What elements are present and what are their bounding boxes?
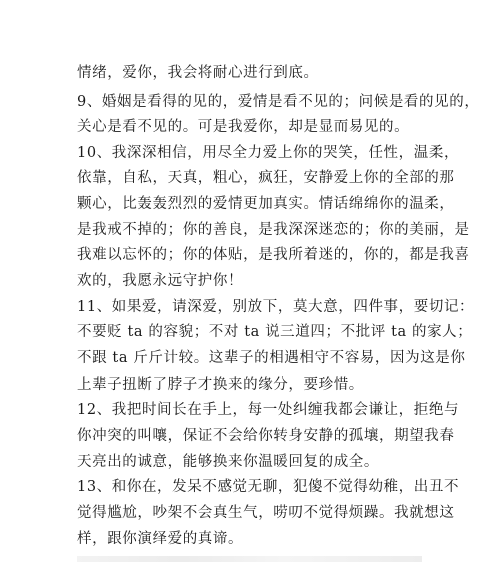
text-line: 不要贬 ta 的容貌；不对 ta 说三道四；不批评 ta 的家人；: [77, 324, 473, 340]
text-line: 情绪，爱你，我会将耐心进行到底。: [77, 65, 319, 81]
text-line: 12、我把时间长在手上，每一处纠缠我都会谦让，拒绝与: [77, 402, 460, 418]
text-line: 你冲突的叫嚷，保证不会给你转身安静的孤壤，期望我春: [77, 428, 455, 444]
text-line: 欢的，我愿永远守护你！: [77, 273, 244, 289]
text-line: 9、婚姻是看得的见的，爱情是看不见的；问候是看的见的，: [77, 94, 480, 110]
text-line: 10、我深深相信，用尽全力爱上你的哭笑，任性，温柔，: [77, 145, 460, 161]
text-line: 依靠，自私，天真，粗心，疯狂，安静爱上你的全部的那: [77, 170, 455, 186]
text-line: 关心是看不见的。可是我爱你，却是显而易见的。: [77, 119, 410, 135]
text-line: 13、和你在，发呆不感觉无聊，犯傻不觉得幼稚，出丑不: [77, 479, 460, 495]
text-line: 颗心，比轰轰烈烈的爱情更加真实。情话绵绵你的温柔，: [77, 196, 455, 212]
text-line: 不跟 ta 斤斤计较。这辈子的相遇相守不容易，因为这是你: [77, 350, 466, 366]
text-line: 上辈子扭断了脖子才换来的缘分，要珍惜。: [77, 377, 364, 393]
text-line: 觉得尴尬，吵架不会真生气，唠叨不觉得烦躁。我就想这: [77, 505, 455, 521]
text-line: 我难以忘怀的；你的体贴，是我所着迷的，你的，都是我喜: [77, 247, 470, 263]
text-line: 天亮出的诚意，能够换来你温暖回复的成全。: [77, 454, 379, 470]
text-line: 11、如果爱，请深爱，别放下，莫大意，四件事，要切记：: [77, 299, 475, 315]
text-line: 样，跟你演绎爱的真谛。: [77, 531, 244, 547]
text-line: 是我戒不掉的；你的善良，是我深深迷恋的；你的美丽，是: [77, 222, 470, 238]
cut-off-text-fragment: [77, 556, 422, 562]
